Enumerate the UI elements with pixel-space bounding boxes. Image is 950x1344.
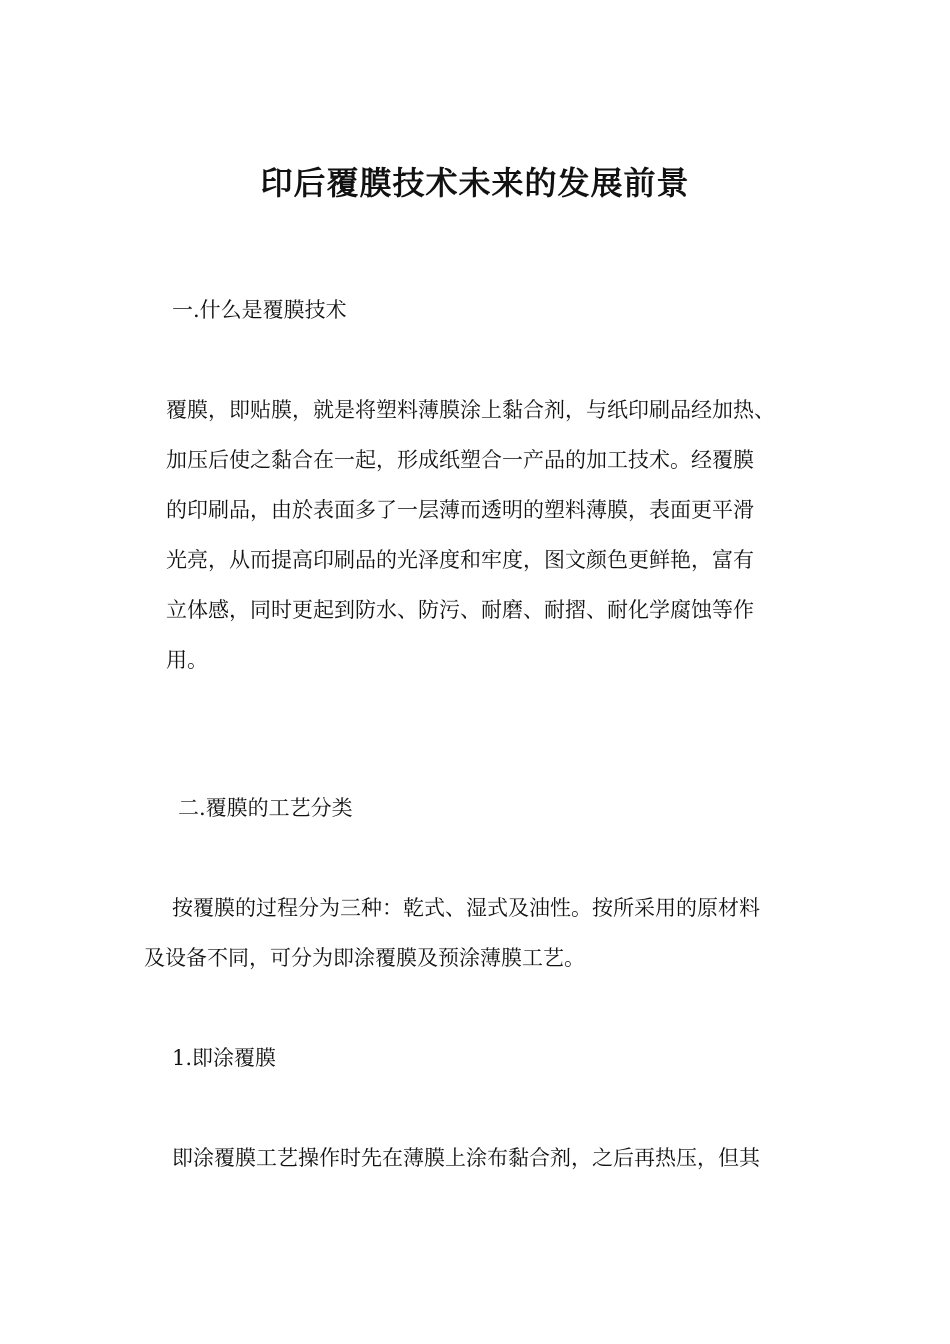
paragraph-line: 光亮，从而提高印刷品的光泽度和牢度，图文颜色更鲜艳，富有 xyxy=(166,548,754,572)
paragraph-line: 加压后使之黏合在一起，形成纸塑合一产品的加工技术。经覆膜 xyxy=(166,448,754,472)
section-heading-1: 一.什么是覆膜技术 xyxy=(172,298,347,322)
subsection-heading: 1.即涂覆膜 xyxy=(172,1046,277,1070)
document-title: 印后覆膜技术未来的发展前景 xyxy=(260,164,690,202)
paragraph-line: 及设备不同，可分为即涂覆膜及预涂薄膜工艺。 xyxy=(144,946,585,970)
paragraph-line: 立体感，同时更起到防水、防污、耐磨、耐摺、耐化学腐蚀等作 xyxy=(166,598,754,622)
paragraph-line: 覆膜，即贴膜，就是将塑料薄膜涂上黏合剂，与纸印刷品经加热、 xyxy=(166,398,775,422)
paragraph-line: 即涂覆膜工艺操作时先在薄膜上涂布黏合剂，之后再热压，但其 xyxy=(172,1146,760,1170)
paragraph-line: 按覆膜的过程分为三种：乾式、湿式及油性。按所采用的原材料 xyxy=(172,896,760,920)
section-heading-2: 二.覆膜的工艺分类 xyxy=(178,796,353,820)
paragraph-line: 用。 xyxy=(166,648,208,672)
paragraph-line: 的印刷品，由於表面多了一层薄而透明的塑料薄膜，表面更平滑 xyxy=(166,498,754,522)
